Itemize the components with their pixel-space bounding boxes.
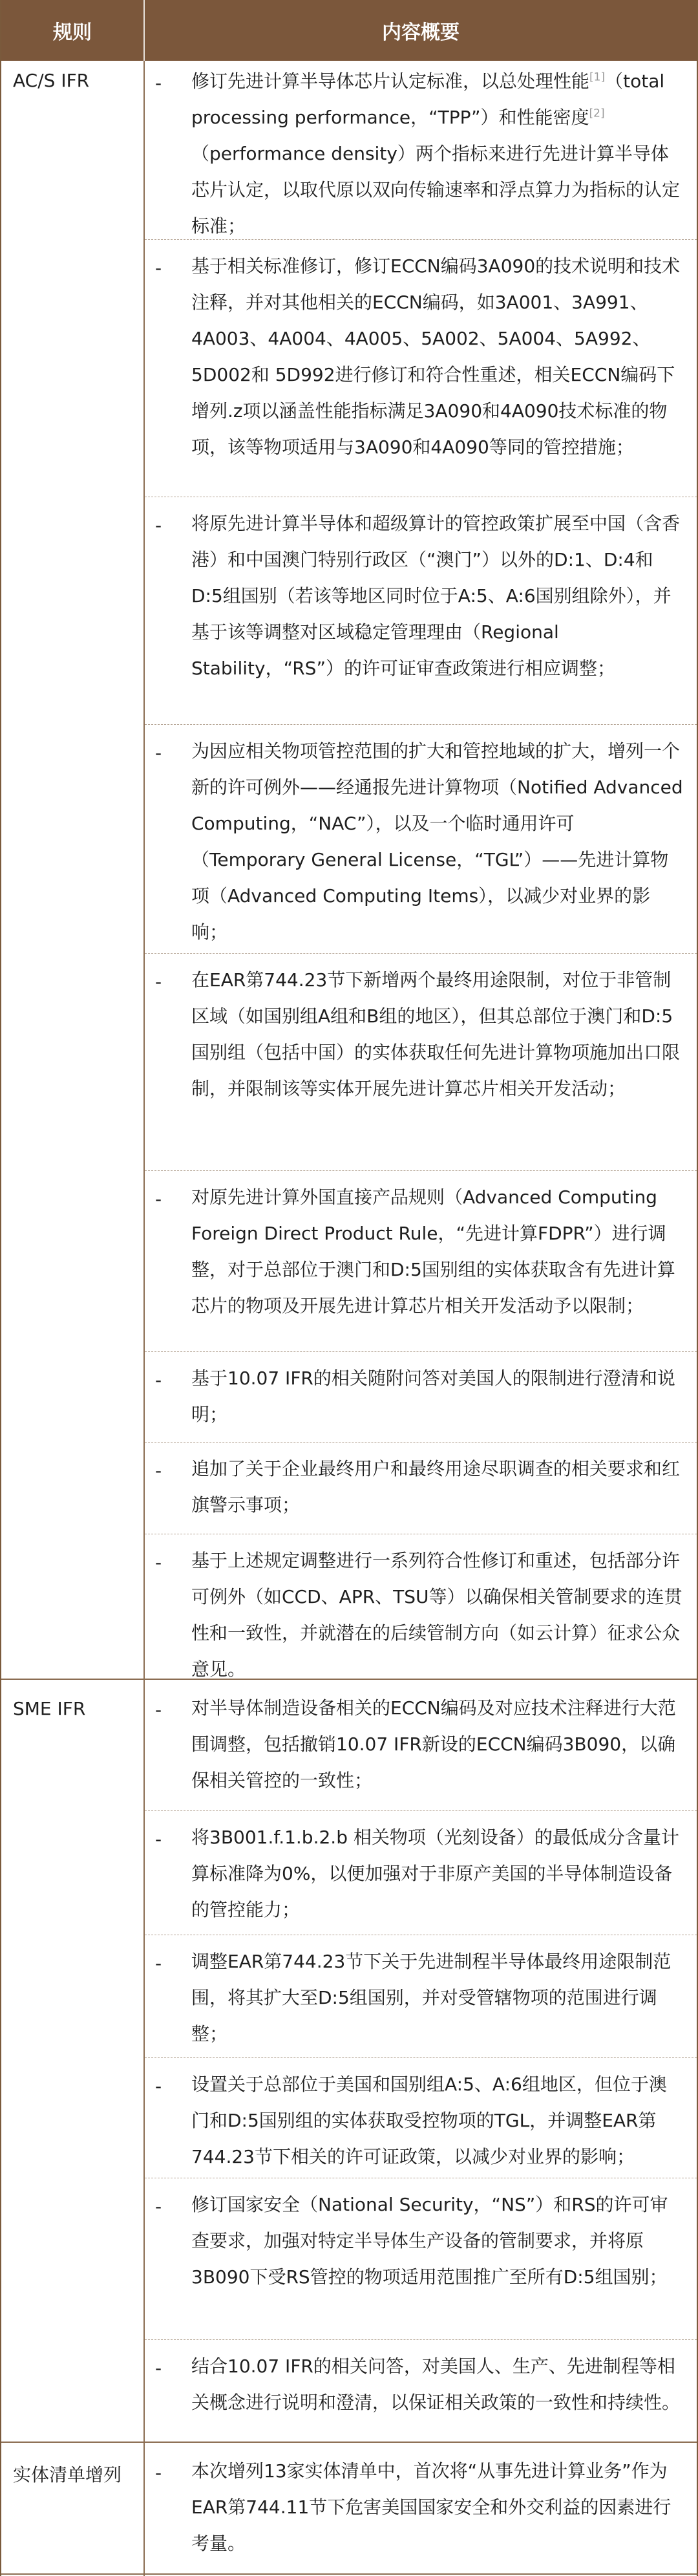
bullet-dash: - (155, 742, 162, 764)
item-text: 结合10.07 IFR的相关问答，对美国人、生产、先进制程等相关概念进行说明和澄清，以保证相关政策的一致性和持续性。 (191, 2356, 681, 2413)
bullet-dash: - (155, 971, 162, 993)
rule-sme-ifr: SME IFR (13, 1698, 86, 1719)
bullet-dash: - (155, 2357, 162, 2379)
item-separator (145, 724, 697, 725)
item-text: 调整EAR第744.23节下关于先进制程半导体最终用途限制范围，将其扩大至D:5组国别，并对受管辖物项的范围进行调整； (191, 1951, 672, 2045)
bullet-dash: - (155, 2462, 162, 2484)
item-text: 将3B001.f.1.b.2.b 相关物项（光刻设备）的最低成分含量计算标准降为0%，以便加强对于非原产美国的半导体制造设备的管控能力； (191, 1827, 679, 1920)
item-text: 在EAR第744.23节下新增两个最终用途限制，对位于非管制区域（如国别组A组和B组的地区），但其总部位于澳门和D:5国别组（包括中国）的实体获取任何先进计算物项施加出口限制，并限制该等实体开展先进计算芯片相关开发活动； (191, 969, 681, 1099)
bullet-dash: - (155, 2196, 162, 2217)
item-separator (145, 1170, 697, 1171)
table-bottom-border (1, 2573, 697, 2575)
bullet-dash: - (155, 1953, 162, 1974)
bullet-dash: - (155, 257, 162, 279)
item-separator (145, 2339, 697, 2340)
item-text: 追加了关于企业最终用户和最终用途尽职调查的相关要求和红旗警示事项； (191, 1458, 681, 1516)
header-content: 内容概要 (382, 21, 460, 44)
item-text: 基于相关标准修订，修订ECCN编码3A090的技术说明和技术注释，并对其他相关的ECCN编码，如3A001、3A991、 4A003、4A004、4A005、5A002、5A004、5A992、 5D002和 5D992进行修订和符合性重述，相关ECCN编码下增列.z项以涵盖性能指标满足3A090和4A090技术标准的物项，该等物项适用与3A090和4A090等同的管控措施； (191, 255, 681, 458)
bullet-dash: - (155, 72, 162, 94)
bullet-dash: - (155, 1552, 162, 1573)
bullet-dash: - (155, 1460, 162, 1481)
item-separator (145, 953, 697, 954)
item-separator (145, 2057, 697, 2058)
item-separator (145, 1810, 697, 1811)
item-separator (145, 1351, 697, 1352)
rule-acs-ifr: AC/S IFR (13, 70, 90, 91)
bullet-dash: - (155, 1188, 162, 1210)
rule-entity-list: 实体清单增列 (13, 2464, 122, 2485)
item-text: 基于10.07 IFR的相关随附问答对美国人的限制进行澄清和说明； (191, 1368, 675, 1425)
bullet-dash: - (155, 1369, 162, 1391)
bullet-dash: - (155, 515, 162, 536)
row-separator (1, 2442, 697, 2443)
item-text: 设置关于总部位于美国和国别组A:5、A:6组地区，但位于澳门和D:5国别组的实体获取受控物项的TGL，并调整EAR第744.23节下相关的许可证政策，以减少对业界的影响； (191, 2074, 667, 2167)
item-text: 本次增列13家实体清单中，首次将“从事先进计算业务”作为EAR第744.11节下危害美国国家安全和外交利益的因素进行考量。 (191, 2460, 672, 2554)
table-header (1, 0, 697, 61)
item-text: 为因应相关物项管控范围的扩大和管控地域的扩大，增列一个新的许可例外——经通报先进计算物项（Notified Advanced Computing，“NAC”），以及一个临时通用许可（Temporary General License，“TGL”）——先进计算物项（Advanced Computing Items），以减少对业界的影响； (191, 740, 683, 943)
column-divider (143, 61, 145, 2576)
header-rule: 规则 (1, 0, 145, 61)
item-text: 对半导体制造设备相关的ECCN编码及对应技术注释进行大范围调整，包括撤销10.07 IFR新设的ECCN编码3B090，以确保相关管控的一致性； (191, 1697, 676, 1791)
item-text: 将原先进计算半导体和超级算计的管控政策扩展至中国（含香港）和中国澳门特别行政区（“澳门”）以外的D:1、D:4和D:5组国别（若该等地区同时位于A:5、A:6国别组除外），并基于该等调整对区域稳定管理理由（Regional Stability，“RS”）的许可证审查政策进行相应调整； (191, 513, 681, 679)
item-separator (145, 1442, 697, 1443)
item-text: 基于上述规定调整进行一系列符合性修订和重述，包括部分许可例外（如CCD、APR、TSU等）以确保相关管制要求的连贯性和一致性，并就潜在的后续管制方向（如云计算）征求公众意见。 (191, 1550, 682, 1680)
item-text: 对原先进计算外国直接产品规则（Advanced Computing Foreign Direct Product Rule，“先进计算FDPR”）进行调整，对于总部位于澳门和D:5国别组的实体获取含有先进计算芯片的物项及开展先进计算芯片相关开发活动予以限制； (191, 1186, 675, 1316)
bullet-dash: - (155, 1829, 162, 1850)
item-text: 修订先进计算半导体芯片认定标准，以总处理性能[1]（total processing performance，“TPP”）和性能密度[2]（performance density）两个指标来进行先进计算半导体芯片认定，以取代原以双向传输速率和浮点算力为指标的认定标准； (191, 70, 681, 237)
row-separator (1, 1679, 697, 1680)
item-text: 修订国家安全（National Security，“NS”）和RS的许可审查要求，加强对特定半导体生产设备的管制要求，并将原3B090下受RS管控的物项适用范围推广至所有D:5组国别； (191, 2194, 668, 2288)
footnote-1[interactable]: [1] (589, 70, 606, 84)
footnote-2[interactable]: [2] (589, 107, 605, 120)
bullet-dash: - (155, 1699, 162, 1721)
item-separator (145, 239, 697, 240)
bullet-dash: - (155, 2076, 162, 2097)
